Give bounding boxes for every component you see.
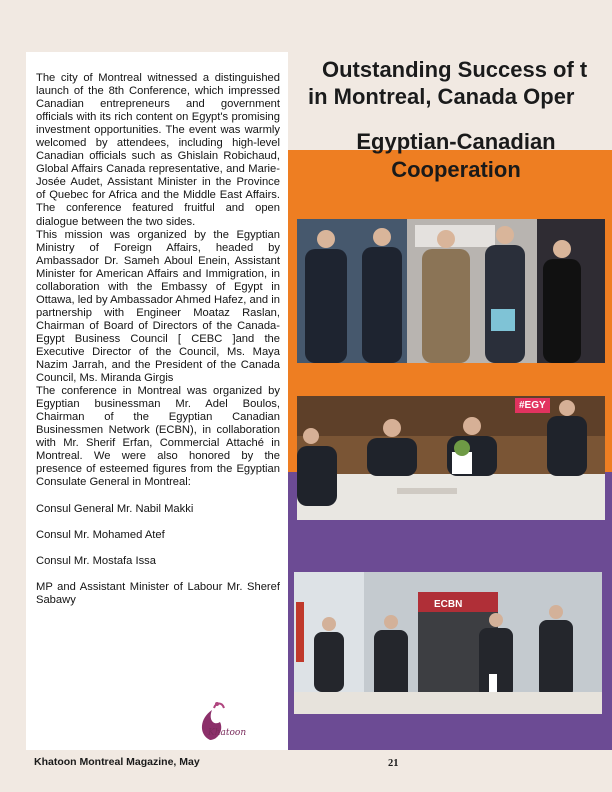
khatoon-logo	[190, 700, 250, 746]
article-paragraph-3: The conference in Montreal was organized by Egyptian businessman Mr. Adel Boulos, Chairman of the Egyptian Canadian Businessmen Network (ECBN), in collaboration with Mr. Sherif Erfan, Commercial Attaché in Montreal. We were also honored by the presence of esteemed figures from the Egyptian Consulate General in Montreal:	[36, 385, 280, 489]
section-subtitle	[300, 128, 612, 184]
photo-delegation-group	[297, 219, 605, 363]
logo-text: Khatoon	[208, 728, 247, 738]
title-line-1: Outstanding Success of t	[322, 57, 588, 82]
official-mp: MP and Assistant Minister of Labour Mr. Sheref Sabawy	[36, 580, 280, 606]
official-consul-general: Consul General Mr. Nabil Makki	[36, 502, 194, 515]
photo-conference-panel	[294, 572, 602, 714]
hashtag-sign: #EGY	[515, 398, 550, 413]
meeting-photo-illustration	[297, 396, 605, 520]
official-consul-1: Consul Mr. Mohamed Atef	[36, 528, 165, 541]
title-line-2: in Montreal, Canada Oper	[308, 84, 575, 109]
group-photo-illustration	[297, 219, 605, 363]
footer-magazine-name: Khatoon Montreal Magazine, May	[34, 756, 200, 768]
subtitle-line-2: Cooperation	[391, 157, 521, 182]
photo-meeting-table	[297, 396, 605, 520]
article-paragraph-1: The city of Montreal witnessed a distinguished launch of the 8th Conference, which impressed Canadian entrepreneurs and government officials with its rich content on Egypt's promising investment opportunities. The event was warmly welcomed by attendees, including high-level Canadian officials such as Ghislain Robichaud, Global Affairs Canada representative, and Marie-Josée Audet, Assistant Minister in the Province of Quebec for Africa and the Middle East Affairs. The conference featured fruitful and open dialogue between the two sides.	[36, 72, 280, 228]
page-title	[306, 56, 612, 110]
panel-photo-illustration	[294, 572, 602, 714]
article-body	[36, 72, 280, 607]
logo-emblem-icon	[190, 700, 250, 746]
page-number: 21	[388, 758, 399, 769]
subtitle-line-1: Egyptian-Canadian	[356, 129, 556, 154]
official-consul-2: Consul Mr. Mostafa Issa	[36, 554, 156, 567]
article-paragraph-2: This mission was organized by the Egyptian Ministry of Foreign Affairs, headed by Ambassador Dr. Sameh Aboul Enein, Assistant Minister for American Affairs and Immigration, in collaboration with the Embassy of Egypt in Ottawa, led by Ambassador Ahmed Hafez, and in partnership with Engineer Moataz Raslan, Chairman of Board of Directors of the Canada-Egypt Business Council [ CEBC ]and the Executive Director of the Council, Ms. Maya Nazim Jarrah, and the President of the Canada Council, Ms. Miranda Girgis	[36, 228, 280, 385]
ecbn-banner-text: ECBN	[434, 599, 463, 610]
